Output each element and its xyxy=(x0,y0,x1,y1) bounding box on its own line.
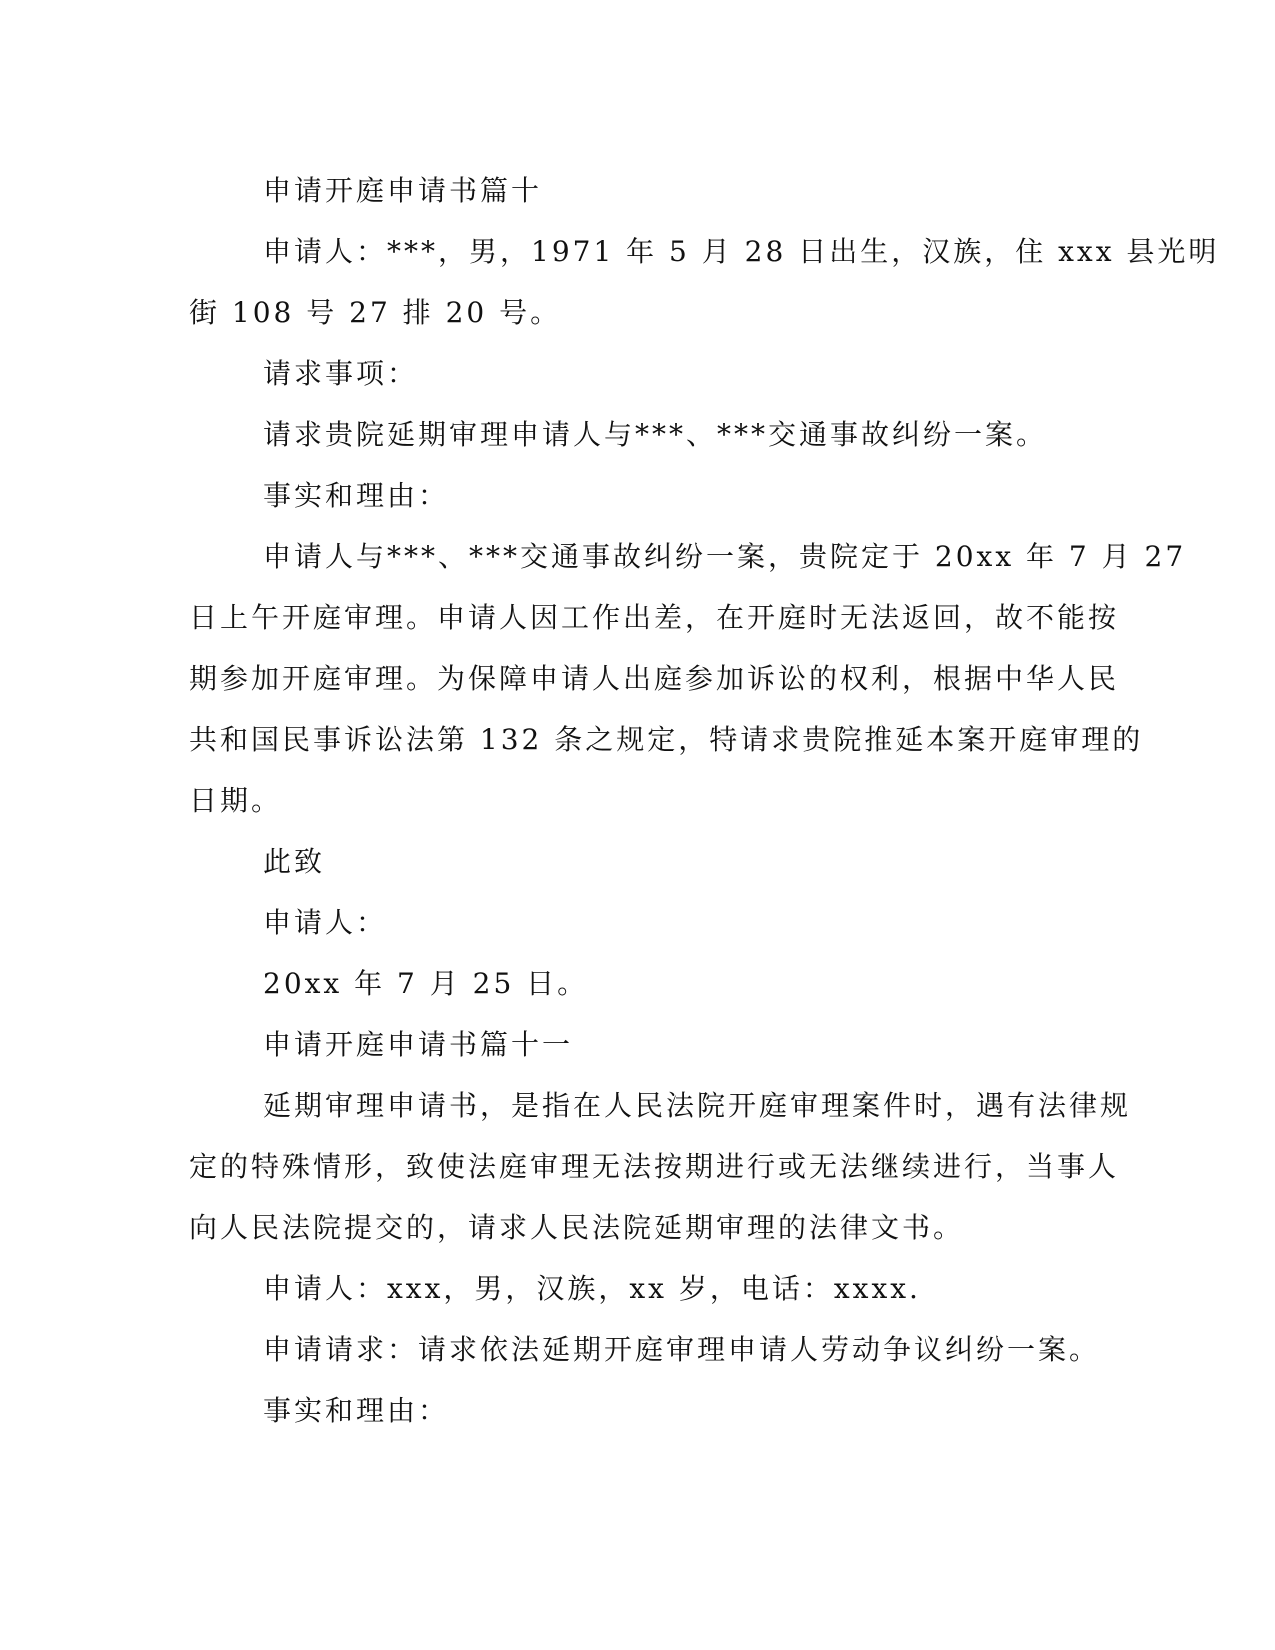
request-text: 请求贵院延期审理申请人与***、***交通事故纠纷一案。 xyxy=(263,418,1048,451)
facts-label: 事实和理由： xyxy=(263,479,450,512)
facts-line: 日上午开庭审理。申请人因工作出差，在开庭时无法返回，故不能按 xyxy=(189,601,1120,634)
request-line: 申请请求：请求依法延期开庭审理申请人劳动争议纠纷一案。 xyxy=(263,1333,1101,1366)
signature-label: 申请人： xyxy=(263,906,388,939)
facts-line: 共和国民事诉讼法第 132 条之规定，特请求贵院推延本案开庭审理的 xyxy=(189,723,1144,756)
applicant-line-2: 街 108 号 27 排 20 号。 xyxy=(189,296,562,329)
intro-line: 定的特殊情形，致使法庭审理无法按期进行或无法继续进行，当事人 xyxy=(189,1150,1120,1183)
document-page xyxy=(189,160,1220,1441)
facts-line: 日期。 xyxy=(189,784,283,817)
section-heading: 申请开庭申请书篇十一 xyxy=(263,1028,574,1061)
applicant-paragraph xyxy=(189,221,1220,343)
applicant-line-1: 申请人：***，男，1971 年 5 月 28 日出生，汉族，住 xxx 县光明 xyxy=(263,235,1220,268)
intro-line: 延期审理申请书，是指在人民法院开庭审理案件时，遇有法律规 xyxy=(263,1089,1132,1122)
facts-line: 申请人与***、***交通事故纠纷一案，贵院定于 20xx 年 7 月 27 xyxy=(263,540,1187,573)
salutation: 此致 xyxy=(263,845,326,878)
facts-line: 期参加开庭审理。为保障申请人出庭参加诉讼的权利，根据中华人民 xyxy=(189,662,1120,695)
facts-label: 事实和理由： xyxy=(263,1394,450,1427)
applicant-info: 申请人：xxx，男，汉族，xx 岁，电话：xxxx. xyxy=(263,1272,921,1305)
date-line: 20xx 年 7 月 25 日。 xyxy=(263,967,589,1000)
section-heading: 申请开庭申请书篇十 xyxy=(263,174,543,207)
intro-line: 向人民法院提交的，请求人民法院延期审理的法律文书。 xyxy=(189,1211,965,1244)
facts-paragraph xyxy=(189,526,1187,831)
intro-paragraph xyxy=(189,1075,1132,1258)
request-label: 请求事项： xyxy=(263,357,419,390)
